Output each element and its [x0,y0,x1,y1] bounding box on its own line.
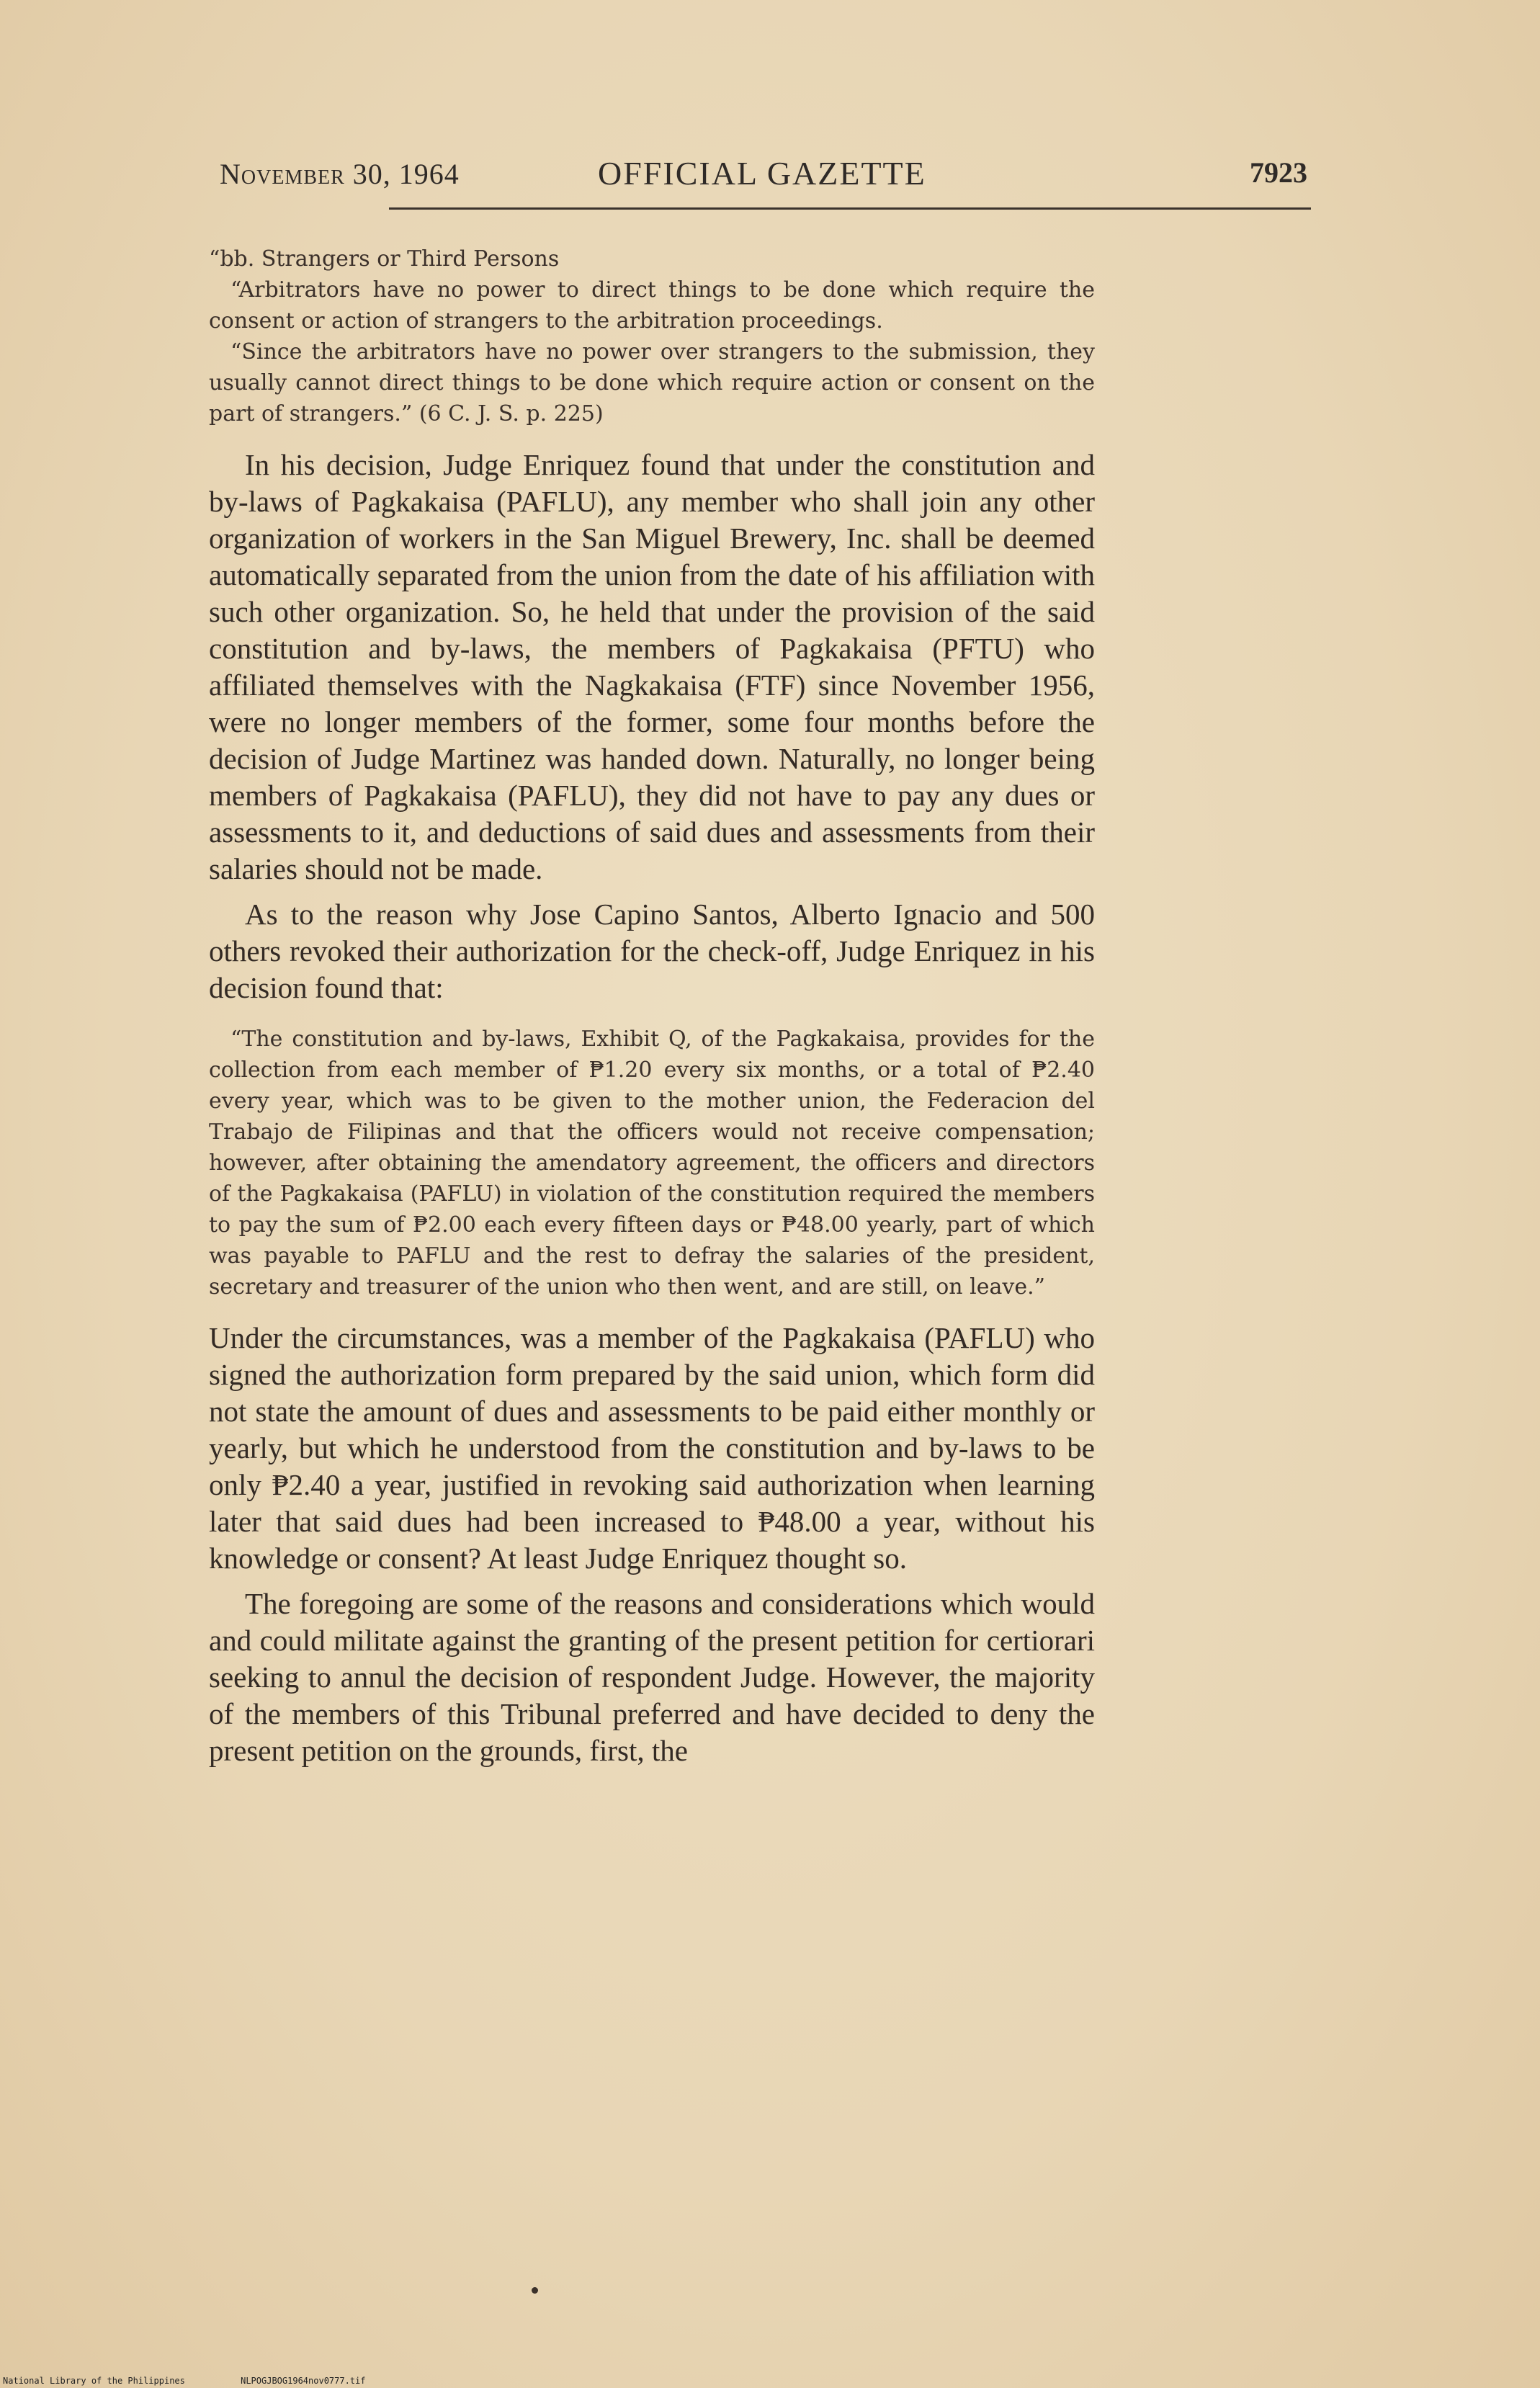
quote-paragraph: “Arbitrators have no power to direct things to be done which require the consent or action of strangers to the arbitration proceedings. [209,277,1095,334]
header-page-number: 7923 [1250,156,1307,189]
scan-footer [3,2376,416,2386]
footer-library: National Library of the Philippines [3,2376,185,2386]
page-header [220,157,1307,200]
paragraph: As to the reason why Jose Capino Santos, Alberto Ignacio and 500 others revoked their authorization for the check-off, Judge Enriquez in his decision found that: [209,898,1095,1004]
header-rule [389,207,1311,210]
quote-paragraph: “The constitution and by-laws, Exhibit Q, of the Pagkakaisa, provides for the collection from each member of ₱1.20 every six months, or a total of ₱2.40 every year, which was to be given to the mother union, the Federacion del Trabajo de Filipinas and that the officers would not receive compensation; however, after obtaining the amendatory agreement, the officers and directors of the Pagkakaisa (PAFLU) in violation of the constitution required the members to pay the sum of ₱2.00 each every fifteen days or ₱48.00 yearly, part of which was payable to PAFLU and the rest to defray the salaries of the president, secretary and treasurer of the union who then went, and are still, on leave.” [209,1027,1095,1300]
body-text [209,243,1095,1769]
footer-filename: NLPOGJBOG1964nov0777.tif [241,2376,366,2386]
ink-speck [532,2287,538,2294]
quote-paragraph: “Since the arbitrators have no power over strangers to the submission, they usually cannot direct things to be done which require action or consent on the part of strangers.” (6 C. J. S. p. 225) [209,339,1095,426]
paragraph: In his decision, Judge Enriquez found that under the constitution and by-laws of Pagkakaisa (PAFLU), any member who shall join any other organization of workers in the San Miguel Brewery, Inc. shall be deemed automatically separated from the union from the date of his affiliation with such other organization. So, he held that under the provision of the said constitution and by-laws, the members of Pagkakaisa (PFTU) who affiliated themselves with the Nagkakaisa (FTF) since November 1956, were no longer members of the former, some four months before the decision of Judge Martinez was handed down. Naturally, no longer being members of Pagkakaisa (PAFLU), they did not have to pay any dues or assessments to it, and deductions of said dues and assessments from their salaries should not be made. [209,448,1095,885]
header-title: OFFICIAL GAZETTE [598,155,926,192]
header-date: November 30, 1964 [220,158,460,190]
quote-heading: “bb. Strangers or Third Persons [209,246,560,272]
paragraph: Under the circumstances, was a member of the Pagkakaisa (PAFLU) who signed the authorization form prepared by the said union, which form did not state the amount of dues and assessments to be paid either monthly or yearly, but which he understood from the constitution and by-laws to be only ₱2.40 a year, justified in revoking said authorization when learning later that said dues had been increased to ₱48.00 a year, without his knowledge or consent? At least Judge Enriquez thought so. [209,1321,1095,1575]
paragraph: The foregoing are some of the reasons and considerations which would and could militate against the granting of the present petition for certiorari seeking to annul the decision of respondent Judge. However, the majority of the members of this Tribunal preferred and have decided to deny the present petition on the grounds, first, the [209,1587,1095,1767]
